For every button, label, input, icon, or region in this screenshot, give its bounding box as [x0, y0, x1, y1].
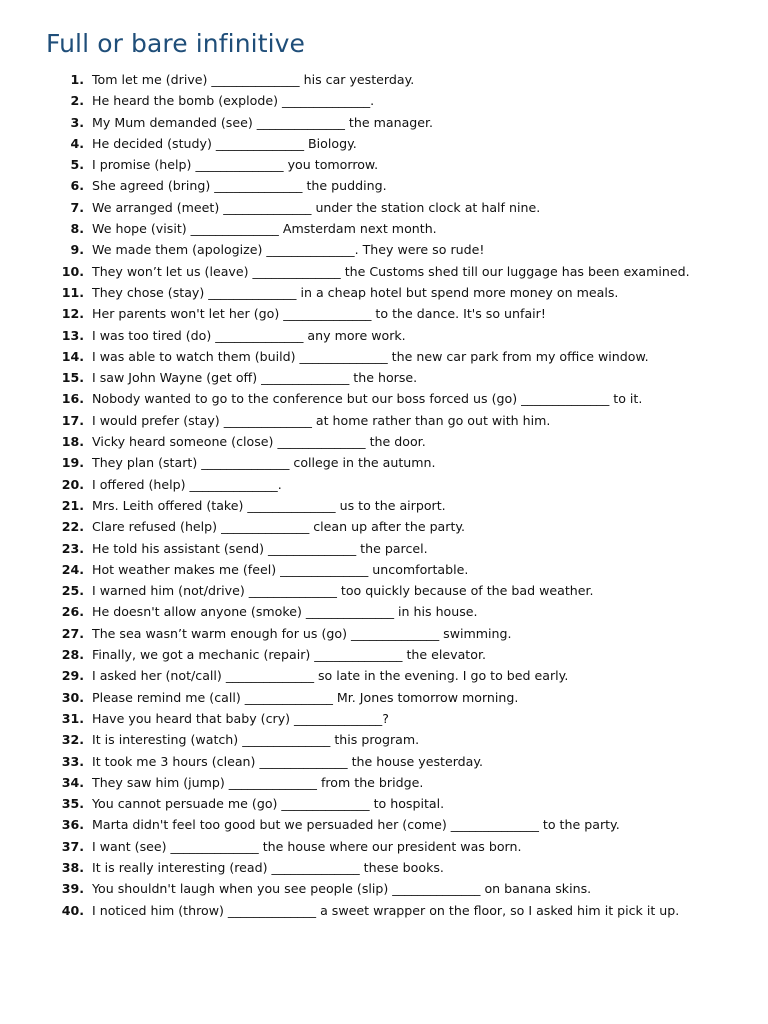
exercise-item [0, 857, 768, 878]
exercise-item [0, 538, 768, 559]
item-number: 19. [61, 455, 84, 471]
exercise-item [0, 751, 768, 772]
item-sentence: They saw him (jump) ______________ from the bridge. [92, 774, 424, 790]
exercise-item [0, 346, 768, 367]
item-number: 4. [70, 135, 84, 151]
item-number: 13. [61, 327, 84, 343]
item-number: 9. [70, 242, 84, 258]
item-number: 8. [70, 221, 84, 237]
item-sentence: I was too tired (do) ______________ any more work. [92, 327, 406, 343]
item-number: 3. [70, 114, 84, 130]
item-number: 30. [61, 689, 84, 705]
exercise-item [0, 112, 768, 133]
item-number: 11. [61, 284, 84, 300]
item-sentence: I saw John Wayne (get off) ______________ the horse. [92, 370, 418, 386]
item-sentence: You shouldn't laugh when you see people (slip) ______________ on banana skins. [92, 881, 592, 897]
exercise-item [0, 69, 768, 90]
item-sentence: The sea wasn’t warm enough for us (go) ______________ swimming. [92, 625, 512, 641]
exercise-item [0, 197, 768, 218]
item-sentence: I was able to watch them (build) ______________ the new car park from my office window. [92, 348, 649, 364]
item-sentence: Have you heard that baby (cry) ______________? [92, 710, 389, 726]
item-sentence: We hope (visit) ______________ Amsterdam next month. [92, 221, 437, 237]
item-number: 25. [61, 583, 84, 599]
item-number: 26. [61, 604, 84, 620]
exercise-item [0, 239, 768, 260]
exercise-item [0, 474, 768, 495]
item-sentence: They chose (stay) ______________ in a cheap hotel but spend more money on meals. [92, 284, 619, 300]
item-sentence: He decided (study) ______________ Biology. [92, 135, 357, 151]
exercise-item [0, 431, 768, 452]
item-number: 22. [61, 519, 84, 535]
item-sentence: She agreed (bring) ______________ the pudding. [92, 178, 387, 194]
exercise-item [0, 665, 768, 686]
exercise-item [0, 261, 768, 282]
item-sentence: It is really interesting (read) ______________ these books. [92, 859, 444, 875]
exercise-item [0, 367, 768, 388]
item-number: 37. [61, 838, 84, 854]
item-sentence: We made them (apologize) ______________. They were so rude! [92, 242, 485, 258]
item-sentence: You cannot persuade me (go) ______________ to hospital. [92, 796, 445, 812]
item-number: 16. [61, 391, 84, 407]
exercise-item [0, 133, 768, 154]
exercise-item [0, 772, 768, 793]
item-number: 15. [61, 370, 84, 386]
item-number: 31. [61, 710, 84, 726]
exercise-item [0, 793, 768, 814]
exercise-item [0, 729, 768, 750]
item-sentence: Mrs. Leith offered (take) ______________ us to the airport. [92, 497, 446, 513]
item-number: 24. [61, 561, 84, 577]
item-number: 28. [61, 647, 84, 663]
exercise-item [0, 900, 768, 921]
exercise-item [0, 644, 768, 665]
item-sentence: Please remind me (call) ______________ Mr. Jones tomorrow morning. [92, 689, 519, 705]
item-number: 20. [61, 476, 84, 492]
item-sentence: I asked her (not/call) ______________ so late in the evening. I go to bed early. [92, 668, 569, 684]
exercise-item [0, 623, 768, 644]
item-sentence: They plan (start) ______________ college in the autumn. [92, 455, 436, 471]
exercise-item [0, 388, 768, 409]
item-sentence: Marta didn't feel too good but we persuaded her (come) ______________ to the party. [92, 817, 620, 833]
exercise-item [0, 90, 768, 111]
item-sentence: I noticed him (throw) ______________ a sweet wrapper on the floor, so I asked him it pick it up. [92, 902, 680, 918]
item-number: 38. [61, 859, 84, 875]
exercise-item [0, 410, 768, 431]
item-sentence: Hot weather makes me (feel) ______________ uncomfortable. [92, 561, 469, 577]
exercise-item [0, 580, 768, 601]
exercise-item [0, 175, 768, 196]
item-sentence: I promise (help) ______________ you tomorrow. [92, 157, 379, 173]
item-sentence: He doesn't allow anyone (smoke) ______________ in his house. [92, 604, 478, 620]
item-number: 6. [70, 178, 84, 194]
item-number: 2. [70, 93, 84, 109]
item-number: 40. [61, 902, 84, 918]
item-number: 23. [61, 540, 84, 556]
exercise-item [0, 303, 768, 324]
item-sentence: They won’t let us (leave) ______________ the Customs shed till our luggage has been examined. [92, 263, 690, 279]
item-sentence: We arranged (meet) ______________ under the station clock at half nine. [92, 199, 541, 215]
item-number: 5. [70, 157, 84, 173]
item-sentence: Tom let me (drive) ______________ his car yesterday. [92, 72, 415, 87]
item-sentence: Finally, we got a mechanic (repair) ______________ the elevator. [92, 647, 486, 663]
exercise-item [0, 516, 768, 537]
item-number: 10. [61, 263, 84, 279]
item-sentence: I would prefer (stay) ______________ at home rather than go out with him. [92, 412, 551, 428]
item-number: 18. [61, 434, 84, 450]
item-number: 35. [61, 796, 84, 812]
exercise-item [0, 559, 768, 580]
item-number: 1. [70, 72, 84, 87]
exercise-item [0, 878, 768, 899]
item-sentence: I warned him (not/drive) ______________ too quickly because of the bad weather. [92, 583, 594, 599]
item-sentence: Her parents won't let her (go) ______________ to the dance. It's so unfair! [92, 306, 546, 322]
exercise-list [0, 69, 768, 921]
exercise-item [0, 218, 768, 239]
exercise-item [0, 814, 768, 835]
exercise-item [0, 325, 768, 346]
item-sentence: My Mum demanded (see) ______________ the manager. [92, 114, 434, 130]
exercise-item [0, 452, 768, 473]
item-sentence: He told his assistant (send) ______________ the parcel. [92, 540, 428, 556]
item-number: 32. [61, 732, 84, 748]
item-number: 34. [61, 774, 84, 790]
item-number: 21. [61, 497, 84, 513]
item-sentence: Clare refused (help) ______________ clean up after the party. [92, 519, 466, 535]
item-number: 39. [61, 881, 84, 897]
exercise-item [0, 154, 768, 175]
item-sentence: I want (see) ______________ the house where our president was born. [92, 838, 522, 854]
exercise-item [0, 687, 768, 708]
exercise-item [0, 282, 768, 303]
exercise-item [0, 836, 768, 857]
item-sentence: Nobody wanted to go to the conference but our boss forced us (go) ______________ to it. [92, 391, 643, 407]
item-sentence: It took me 3 hours (clean) ______________ the house yesterday. [92, 753, 484, 769]
item-sentence: Vicky heard someone (close) ______________ the door. [92, 434, 426, 450]
item-number: 29. [61, 668, 84, 684]
item-number: 12. [61, 306, 84, 322]
page-title: Full or bare infinitive [46, 29, 306, 58]
exercise-item [0, 601, 768, 622]
item-number: 14. [61, 348, 84, 364]
item-sentence: He heard the bomb (explode) ______________. [92, 93, 375, 109]
item-number: 33. [61, 753, 84, 769]
item-number: 17. [61, 412, 84, 428]
item-sentence: I offered (help) ______________. [92, 476, 282, 492]
item-number: 27. [61, 625, 84, 641]
exercise-item [0, 708, 768, 729]
item-number: 7. [70, 199, 84, 215]
exercise-item [0, 495, 768, 516]
item-number: 36. [61, 817, 84, 833]
item-sentence: It is interesting (watch) ______________ this program. [92, 732, 420, 748]
